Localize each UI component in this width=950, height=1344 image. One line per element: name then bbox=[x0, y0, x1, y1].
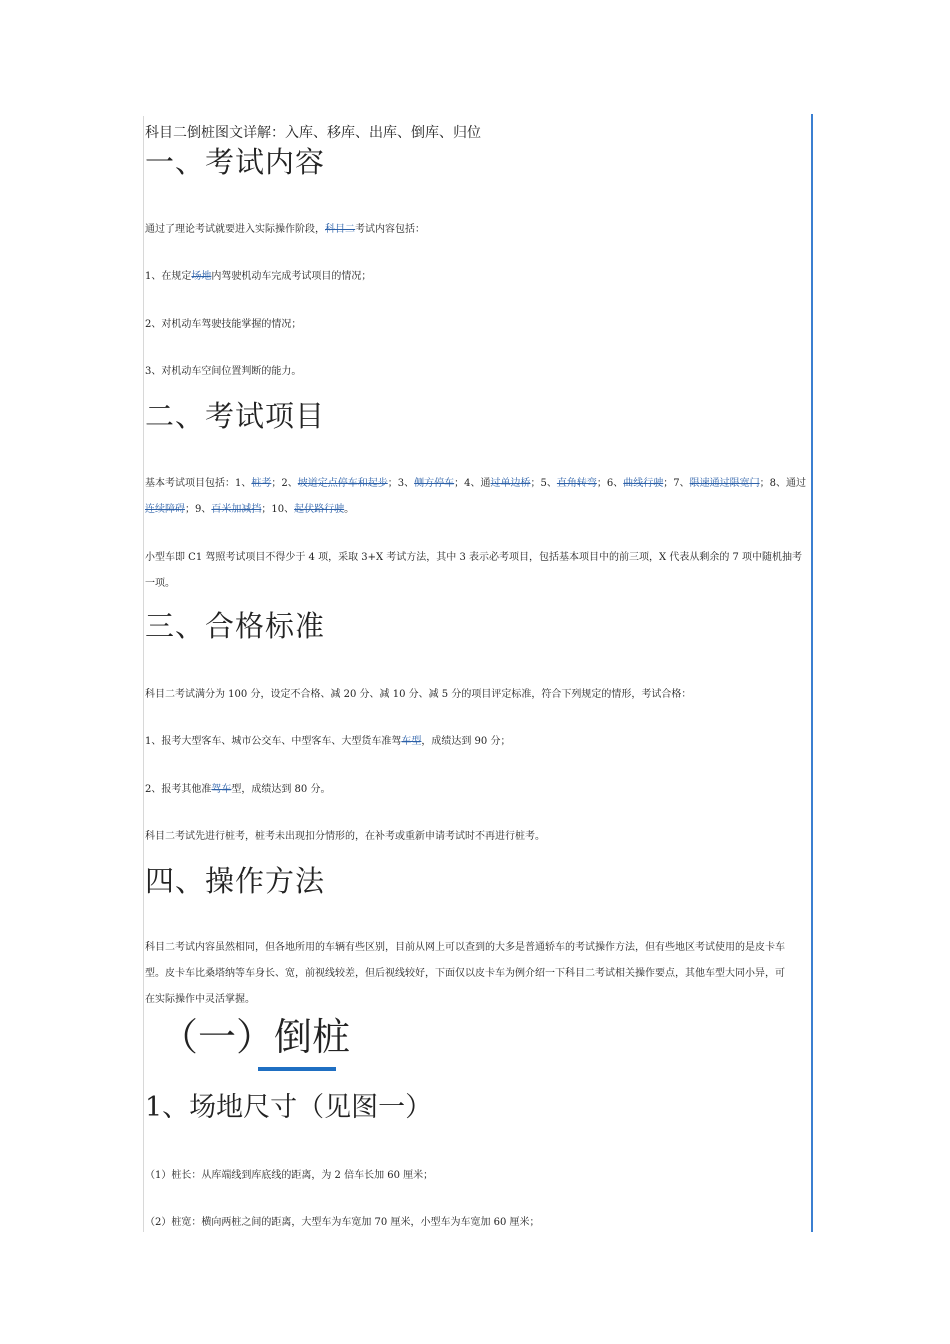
link-right-angle-turn[interactable]: 直角转弯 bbox=[556, 478, 597, 489]
paragraph-operation-line-3: 在实际操作中灵活掌握。 bbox=[145, 994, 255, 1005]
section-heading-exam-items: 二、考试项目 bbox=[145, 399, 326, 433]
list-item-pile-width: （2）桩宽：横向两桩之间的距离，大型车为车宽加 70 厘米，小型车为车宽加 60 厘米； bbox=[145, 1217, 540, 1228]
list-item-standard-2: 2、报考其他准驾车型，成绩达到 80 分。 bbox=[145, 784, 331, 795]
subheading-site-dimensions: 1、场地尺寸（见图一） bbox=[145, 1092, 433, 1123]
link-width-limit-gate[interactable]: 限速通过限宽门 bbox=[689, 478, 760, 489]
link-undulating-road[interactable]: 起伏路行驶 bbox=[294, 504, 345, 515]
link-venue[interactable]: 场地 bbox=[191, 271, 212, 282]
subsection-underline bbox=[258, 1067, 336, 1071]
link-driving-vehicle[interactable]: 驾车 bbox=[211, 784, 232, 795]
link-pile-test[interactable]: 桩考 bbox=[251, 478, 272, 489]
paragraph-exam-content-intro: 通过了理论考试就要进入实际操作阶段，科目二考试内容包括： bbox=[145, 224, 425, 235]
paragraph-pass-standard: 科目二考试满分为 100 分，设定不合格、减 20 分、减 10 分、减 5 分的项目评定标准，符合下列规定的情形，考试合格： bbox=[145, 689, 692, 700]
paragraph-operation-line-1: 科目二考试内容虽然相同，但各地所用的车辆有些区别，目前从网上可以查到的大多是普通轿车的考试操作方法，但有些地区考试使用的是皮卡车 bbox=[145, 942, 785, 953]
section-heading-pass-standard: 三、合格标准 bbox=[145, 609, 326, 643]
list-item-content-3: 3、对机动车空间位置判断的能力。 bbox=[145, 366, 302, 377]
list-item-pile-length: （1）桩长：从库端线到库底线的距离，为 2 倍车长加 60 厘米； bbox=[145, 1170, 434, 1181]
section-heading-exam-content: 一、考试内容 bbox=[145, 145, 326, 179]
section-heading-operation-method: 四、操作方法 bbox=[145, 864, 326, 898]
link-single-bridge[interactable]: 过单边桥 bbox=[490, 478, 531, 489]
paragraph-c1-line-1: 小型车即 C1 驾照考试项目不得少于 4 项，采取 3+X 考试方法，其中 3 表示必考项目，包括基本项目中的前三项，X 代表从剩余的 7 项中随机抽考 bbox=[145, 552, 803, 563]
list-item-standard-1: 1、报考大型客车、城市公交车、中型客车、大型货车准驾车型，成绩达到 90 分； bbox=[145, 736, 511, 747]
link-side-parking[interactable]: 侧方停车 bbox=[414, 478, 455, 489]
subsection-heading-reverse-pile: （一）倒桩 bbox=[160, 1015, 351, 1059]
document-title: 科目二倒桩图文详解：入库、移库、出库、倒库、归位 bbox=[145, 125, 481, 141]
paragraph-c1-line-2: 一项。 bbox=[145, 578, 175, 589]
right-margin-line bbox=[811, 114, 813, 1232]
link-curve-driving[interactable]: 曲线行驶 bbox=[623, 478, 664, 489]
paragraph-pile-test-note: 科目二考试先进行桩考，桩考未出现扣分情形的，在补考或重新申请考试时不再进行桩考。 bbox=[145, 831, 545, 842]
paragraph-operation-line-2: 型。皮卡车比桑塔纳等车身长、宽，前视线较差，但后视线较好，下面仅以皮卡车为例介绍一下科目二考试相关操作要点，其他车型大同小异，可 bbox=[145, 968, 785, 979]
link-continuous-obstacles[interactable]: 连续障碍 bbox=[145, 504, 185, 515]
link-subject-two[interactable]: 科目二 bbox=[325, 224, 355, 235]
list-item-content-2: 2、对机动车驾驶技能掌握的情况； bbox=[145, 319, 302, 330]
link-vehicle-type[interactable]: 车型 bbox=[401, 736, 422, 747]
paragraph-basic-exam-items: 基本考试项目包括：1、桩考；2、坡道定点停车和起步；3、侧方停车；4、通过单边桥；5、直角转弯；6、曲线行驶；7、限速通过限宽门；8、通过连续障碍；9、百米加减挡；10、起伏路行驶。 bbox=[145, 478, 806, 515]
link-gear-shift[interactable]: 百米加减挡 bbox=[211, 504, 262, 515]
link-hill-start[interactable]: 坡道定点停车和起步 bbox=[297, 478, 388, 489]
left-margin-line bbox=[143, 116, 144, 1232]
list-item-content-1: 1、在规定场地内驾驶机动车完成考试项目的情况； bbox=[145, 271, 372, 282]
